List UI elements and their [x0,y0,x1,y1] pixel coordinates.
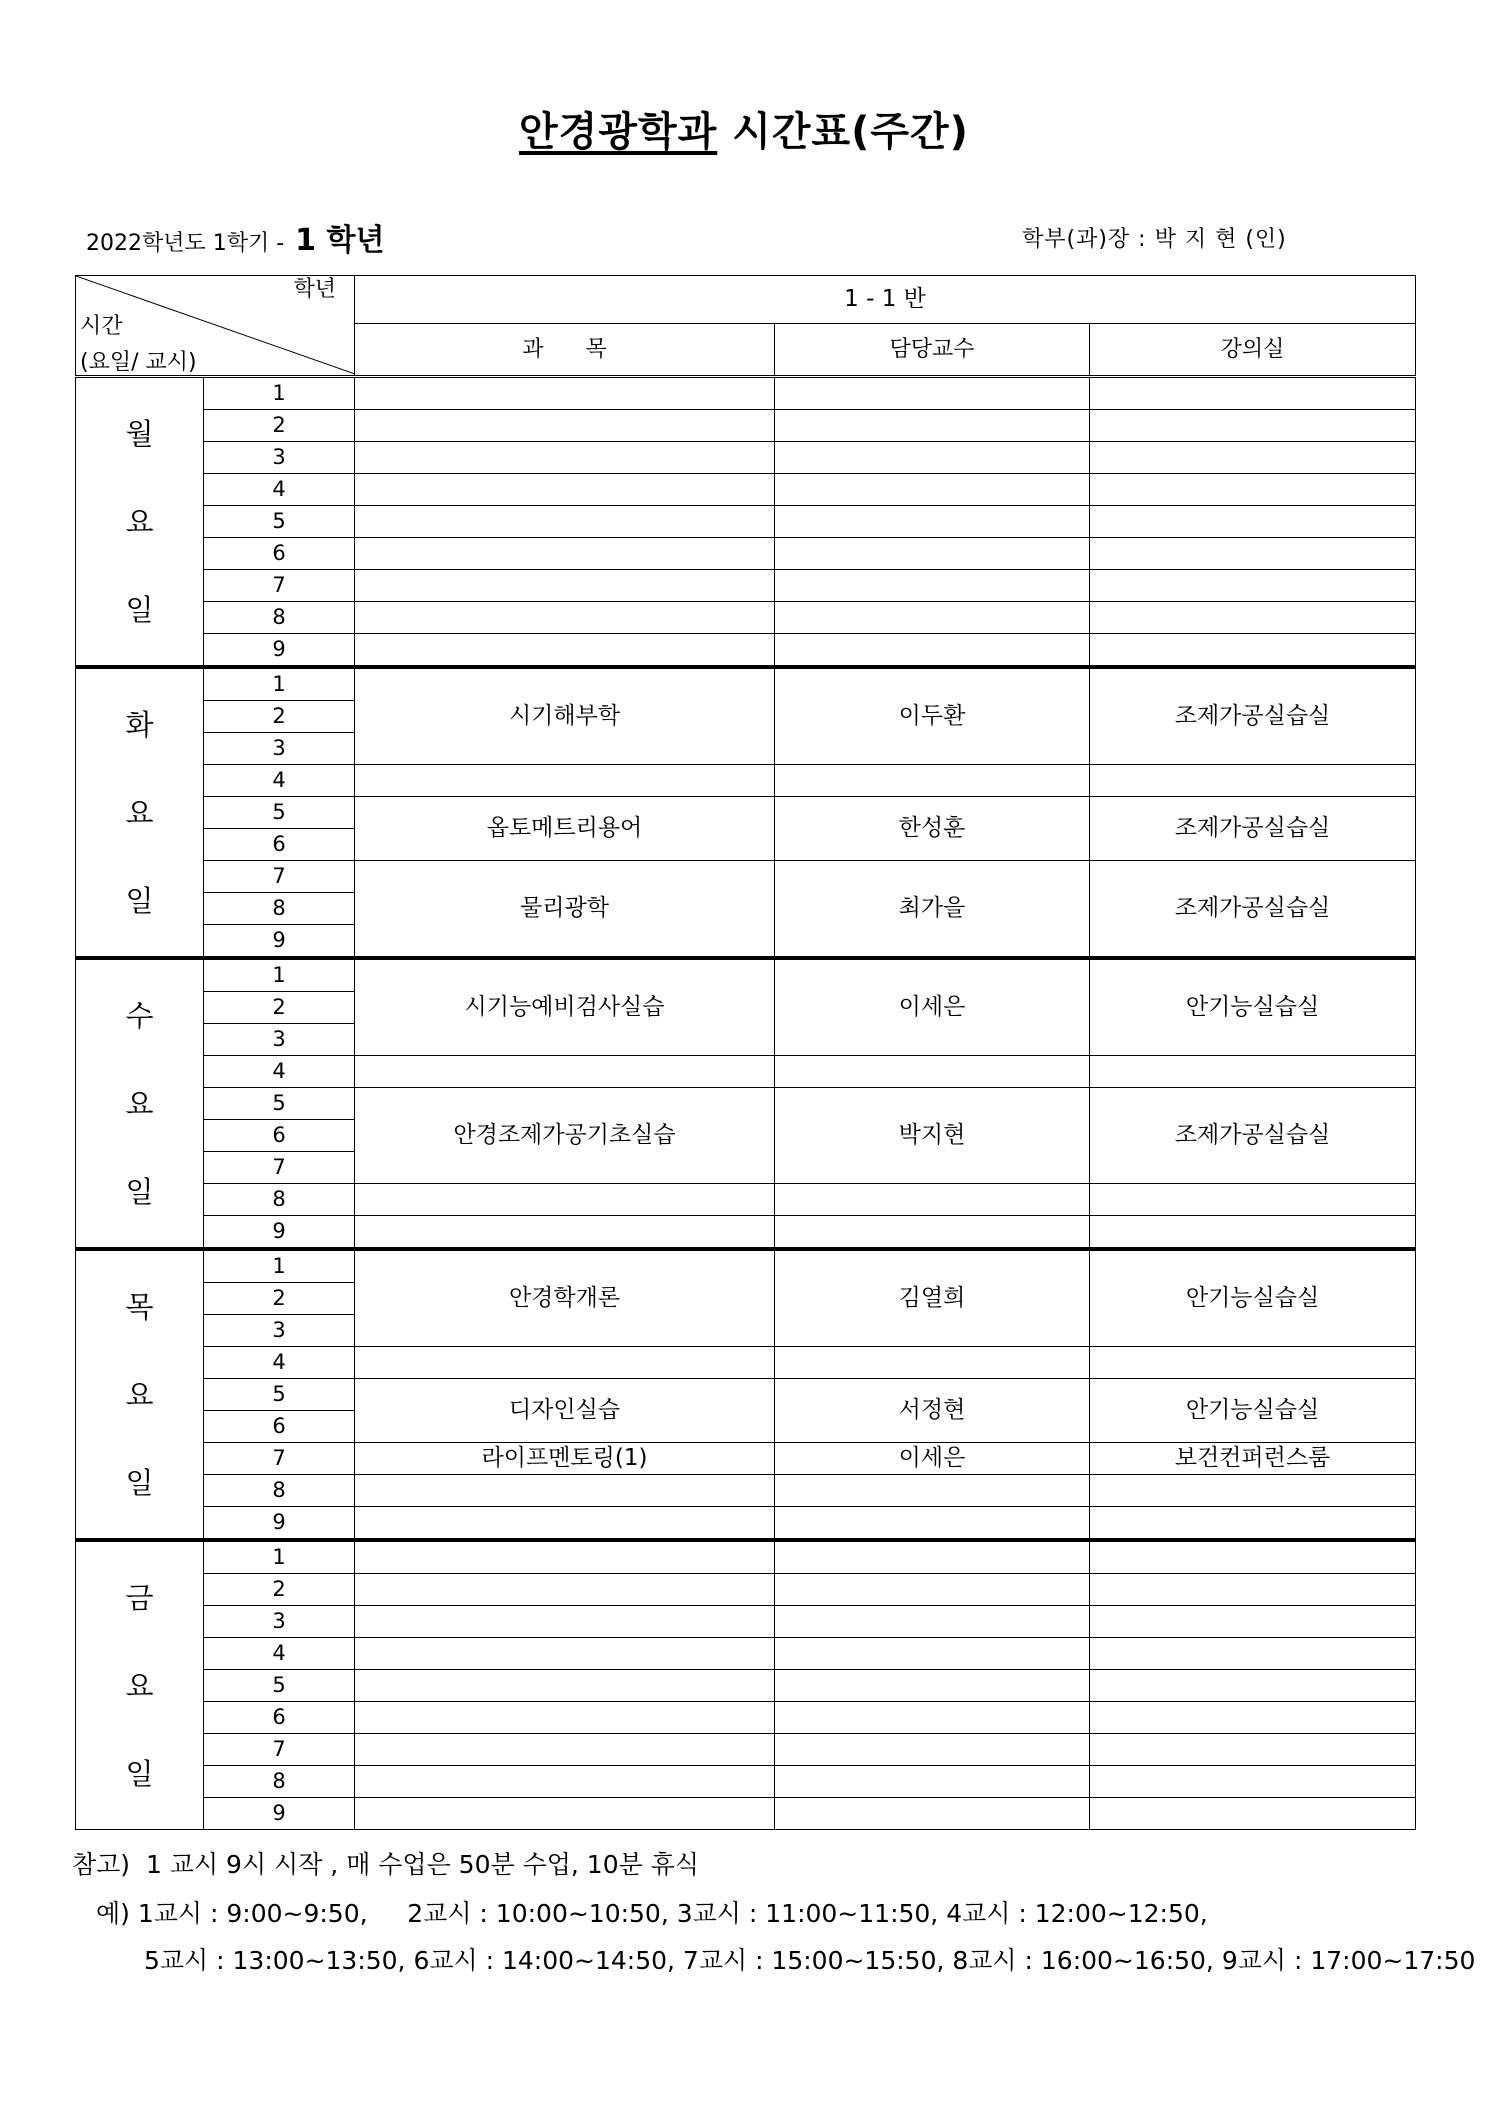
day-char: 일 [125,1174,154,1209]
row-thu-9 [76,1507,1416,1541]
row-thu-1 [76,1249,1416,1283]
professor-cell: 한성훈 [775,797,1090,861]
empty-subject-cell [355,1798,775,1830]
subject-column-header: 과 목 [355,324,775,377]
period-number: 9 [204,634,355,668]
grade-text: 1 학년 [295,223,385,258]
row-wed-9 [76,1216,1416,1250]
empty-room-cell [1090,442,1416,474]
period-number: 2 [204,992,355,1024]
row-thu-5 [76,1379,1416,1411]
period-number: 6 [204,1411,355,1443]
period-number: 3 [204,442,355,474]
empty-subject-cell [355,1670,775,1702]
empty-subject-cell [355,765,775,797]
empty-professor-cell [775,765,1090,797]
professor-cell: 최가을 [775,861,1090,959]
empty-subject-cell [355,1507,775,1541]
empty-subject-cell [355,1216,775,1250]
day-cell-tue [76,667,204,958]
day-char: 월 [125,416,154,451]
empty-room-cell [1090,1184,1416,1216]
empty-room-cell [1090,1606,1416,1638]
day-char: 요 [125,1086,154,1121]
day-char: 목 [125,1289,154,1324]
title-timetable: 시간표(주간) [732,109,969,155]
subject-cell: 시기능예비검사실습 [355,958,775,1056]
empty-professor-cell [775,442,1090,474]
period-number: 8 [204,602,355,634]
room-cell: 조제가공실습실 [1090,797,1416,861]
head-label: 학부(과)장 : [1022,227,1147,252]
period-number: 8 [204,1475,355,1507]
professor-cell: 서정현 [775,1379,1090,1443]
period-number: 9 [204,1507,355,1541]
empty-subject-cell [355,602,775,634]
empty-room-cell [1090,1574,1416,1606]
empty-subject-cell [355,1184,775,1216]
empty-professor-cell [775,474,1090,506]
day-char: 화 [125,707,154,742]
period-number: 7 [204,1443,355,1475]
empty-subject-cell [355,570,775,602]
subject-cell: 안경학개론 [355,1249,775,1347]
empty-subject-cell [355,1766,775,1798]
empty-room-cell [1090,506,1416,538]
empty-room-cell [1090,538,1416,570]
empty-subject-cell [355,1734,775,1766]
row-wed-8 [76,1184,1416,1216]
empty-subject-cell [355,1638,775,1670]
empty-subject-cell [355,1475,775,1507]
period-number: 6 [204,829,355,861]
day-char: 일 [125,883,154,918]
room-cell: 안기능실습실 [1090,1249,1416,1347]
row-wed-5 [76,1088,1416,1120]
empty-professor-cell [775,1216,1090,1250]
row-wed-1 [76,958,1416,992]
room-cell: 조제가공실습실 [1090,1088,1416,1184]
term-text: 2022학년도 1학기 - [86,231,285,256]
empty-professor-cell [775,1184,1090,1216]
day-char: 요 [125,504,154,539]
empty-room-cell [1090,1475,1416,1507]
day-char: 일 [125,592,154,627]
empty-room-cell [1090,765,1416,797]
empty-room-cell [1090,1766,1416,1798]
row-tue-7 [76,861,1416,893]
row-fri-4 [76,1638,1416,1670]
empty-subject-cell [355,410,775,442]
empty-professor-cell [775,1540,1090,1574]
period-number: 1 [204,1249,355,1283]
subject-cell: 옵토메트리용어 [355,797,775,861]
empty-room-cell [1090,634,1416,668]
note-line-1: 참고) 1 교시 9시 시작 , 매 수업은 50분 수업, 10분 휴식 [72,1850,699,1879]
period-number: 5 [204,1670,355,1702]
period-number: 2 [204,410,355,442]
period-number: 2 [204,1283,355,1315]
empty-subject-cell [355,1347,775,1379]
empty-room-cell [1090,377,1416,410]
row-mon-4 [76,474,1416,506]
empty-professor-cell [775,570,1090,602]
period-number: 7 [204,1152,355,1184]
empty-room-cell [1090,1056,1416,1088]
empty-room-cell [1090,1638,1416,1670]
corner-header [76,276,355,377]
period-number: 2 [204,701,355,733]
period-number: 5 [204,797,355,829]
room-cell: 안기능실습실 [1090,958,1416,1056]
empty-professor-cell [775,634,1090,668]
empty-professor-cell [775,1638,1090,1670]
empty-room-cell [1090,1702,1416,1734]
empty-room-cell [1090,1216,1416,1250]
empty-professor-cell [775,1798,1090,1830]
period-number: 3 [204,733,355,765]
empty-subject-cell [355,1606,775,1638]
empty-room-cell [1090,1734,1416,1766]
period-number: 5 [204,506,355,538]
row-thu-8 [76,1475,1416,1507]
period-number: 3 [204,1315,355,1347]
period-number: 3 [204,1606,355,1638]
subject-cell: 라이프멘토링(1) [355,1443,775,1475]
corner-grade-label: 학년 [293,277,336,302]
empty-subject-cell [355,506,775,538]
row-mon-3 [76,442,1416,474]
empty-room-cell [1090,474,1416,506]
period-number: 1 [204,958,355,992]
day-char: 요 [125,795,154,830]
row-fri-9 [76,1798,1416,1830]
day-char: 요 [125,1377,154,1412]
day-char: 일 [125,1465,154,1500]
period-number: 4 [204,1347,355,1379]
empty-room-cell [1090,1540,1416,1574]
professor-cell: 이세은 [775,1443,1090,1475]
subject-cell: 디자인실습 [355,1379,775,1443]
row-tue-4 [76,765,1416,797]
period-number: 4 [204,1056,355,1088]
empty-subject-cell [355,1702,775,1734]
empty-room-cell [1090,1798,1416,1830]
room-cell: 조제가공실습실 [1090,861,1416,959]
row-thu-7 [76,1443,1416,1475]
department-head [1022,222,1287,253]
empty-subject-cell [355,442,775,474]
day-char: 일 [125,1756,154,1791]
day-char: 금 [125,1580,154,1615]
period-number: 7 [204,861,355,893]
room-cell: 조제가공실습실 [1090,667,1416,765]
empty-room-cell [1090,1347,1416,1379]
empty-professor-cell [775,1670,1090,1702]
corner-day-period-label: (요일/ 교시) [80,350,197,375]
empty-professor-cell [775,1475,1090,1507]
empty-subject-cell [355,474,775,506]
class-header: 1 - 1 반 [355,276,1416,324]
period-number: 4 [204,1638,355,1670]
row-fri-1 [76,1540,1416,1574]
period-number: 6 [204,1702,355,1734]
empty-subject-cell [355,1540,775,1574]
empty-professor-cell [775,1574,1090,1606]
row-mon-2 [76,410,1416,442]
empty-professor-cell [775,1056,1090,1088]
note-line-3: 5교시 : 13:00~13:50, 6교시 : 14:00~14:50, 7교시 : 15:00~15:50, 8교시 : 16:00~16:50, 9교시 : 17:00~17:50 [144,1946,1476,1975]
professor-cell: 이두환 [775,667,1090,765]
empty-subject-cell [355,1056,775,1088]
period-number: 6 [204,1120,355,1152]
row-fri-8 [76,1766,1416,1798]
row-thu-4 [76,1347,1416,1379]
row-mon-9 [76,634,1416,668]
row-mon-1 [76,377,1416,410]
period-number: 5 [204,1379,355,1411]
empty-professor-cell [775,1734,1090,1766]
period-number: 9 [204,925,355,959]
empty-room-cell [1090,602,1416,634]
notes [72,1852,1475,1973]
row-mon-8 [76,602,1416,634]
empty-professor-cell [775,602,1090,634]
day-cell-thu [76,1249,204,1540]
row-fri-3 [76,1606,1416,1638]
empty-room-cell [1090,1670,1416,1702]
empty-professor-cell [775,410,1090,442]
row-mon-7 [76,570,1416,602]
room-cell: 안기능실습실 [1090,1379,1416,1443]
period-number: 9 [204,1216,355,1250]
row-mon-5 [76,506,1416,538]
professor-column-header: 담당교수 [775,324,1090,377]
empty-subject-cell [355,634,775,668]
empty-room-cell [1090,570,1416,602]
row-fri-7 [76,1734,1416,1766]
period-number: 5 [204,1088,355,1120]
empty-professor-cell [775,1347,1090,1379]
timetable [75,275,1416,1830]
empty-room-cell [1090,1507,1416,1541]
day-cell-mon [76,377,204,668]
empty-professor-cell [775,1507,1090,1541]
subject-cell: 물리광학 [355,861,775,959]
period-number: 2 [204,1574,355,1606]
empty-room-cell [1090,410,1416,442]
professor-cell: 이세은 [775,958,1090,1056]
professor-cell: 김열희 [775,1249,1090,1347]
title-department: 안경광학과 [519,109,718,155]
period-number: 7 [204,1734,355,1766]
empty-professor-cell [775,506,1090,538]
period-number: 4 [204,474,355,506]
day-cell-fri [76,1540,204,1830]
period-number: 7 [204,570,355,602]
empty-subject-cell [355,377,775,410]
day-cell-wed [76,958,204,1249]
row-tue-5 [76,797,1416,829]
period-number: 1 [204,377,355,410]
row-fri-6 [76,1702,1416,1734]
subject-cell: 시기해부학 [355,667,775,765]
empty-professor-cell [775,377,1090,410]
row-fri-2 [76,1574,1416,1606]
empty-subject-cell [355,538,775,570]
row-wed-4 [76,1056,1416,1088]
row-fri-5 [76,1670,1416,1702]
note-line-2: 예) 1교시 : 9:00~9:50, 2교시 : 10:00~10:50, 3교시 : 11:00~11:50, 4교시 : 12:00~12:50, [96,1899,1208,1928]
empty-professor-cell [775,1766,1090,1798]
period-number: 6 [204,538,355,570]
period-number: 9 [204,1798,355,1830]
professor-cell: 박지현 [775,1088,1090,1184]
empty-professor-cell [775,1702,1090,1734]
period-number: 1 [204,667,355,701]
empty-professor-cell [775,538,1090,570]
period-number: 4 [204,765,355,797]
empty-subject-cell [355,1574,775,1606]
period-number: 8 [204,1766,355,1798]
head-name: 박 지 현 (인) [1154,227,1287,252]
term-line [86,215,384,259]
corner-time-label: 시간 [80,314,123,339]
row-tue-1 [76,667,1416,701]
period-number: 1 [204,1540,355,1574]
day-char: 요 [125,1668,154,1703]
day-char: 수 [125,998,154,1033]
subject-cell: 안경조제가공기초실습 [355,1088,775,1184]
empty-professor-cell [775,1606,1090,1638]
room-column-header: 강의실 [1090,324,1416,377]
page-title [0,100,1488,157]
row-mon-6 [76,538,1416,570]
period-number: 8 [204,893,355,925]
period-number: 3 [204,1024,355,1056]
period-number: 8 [204,1184,355,1216]
room-cell: 보건컨퍼런스룸 [1090,1443,1416,1475]
